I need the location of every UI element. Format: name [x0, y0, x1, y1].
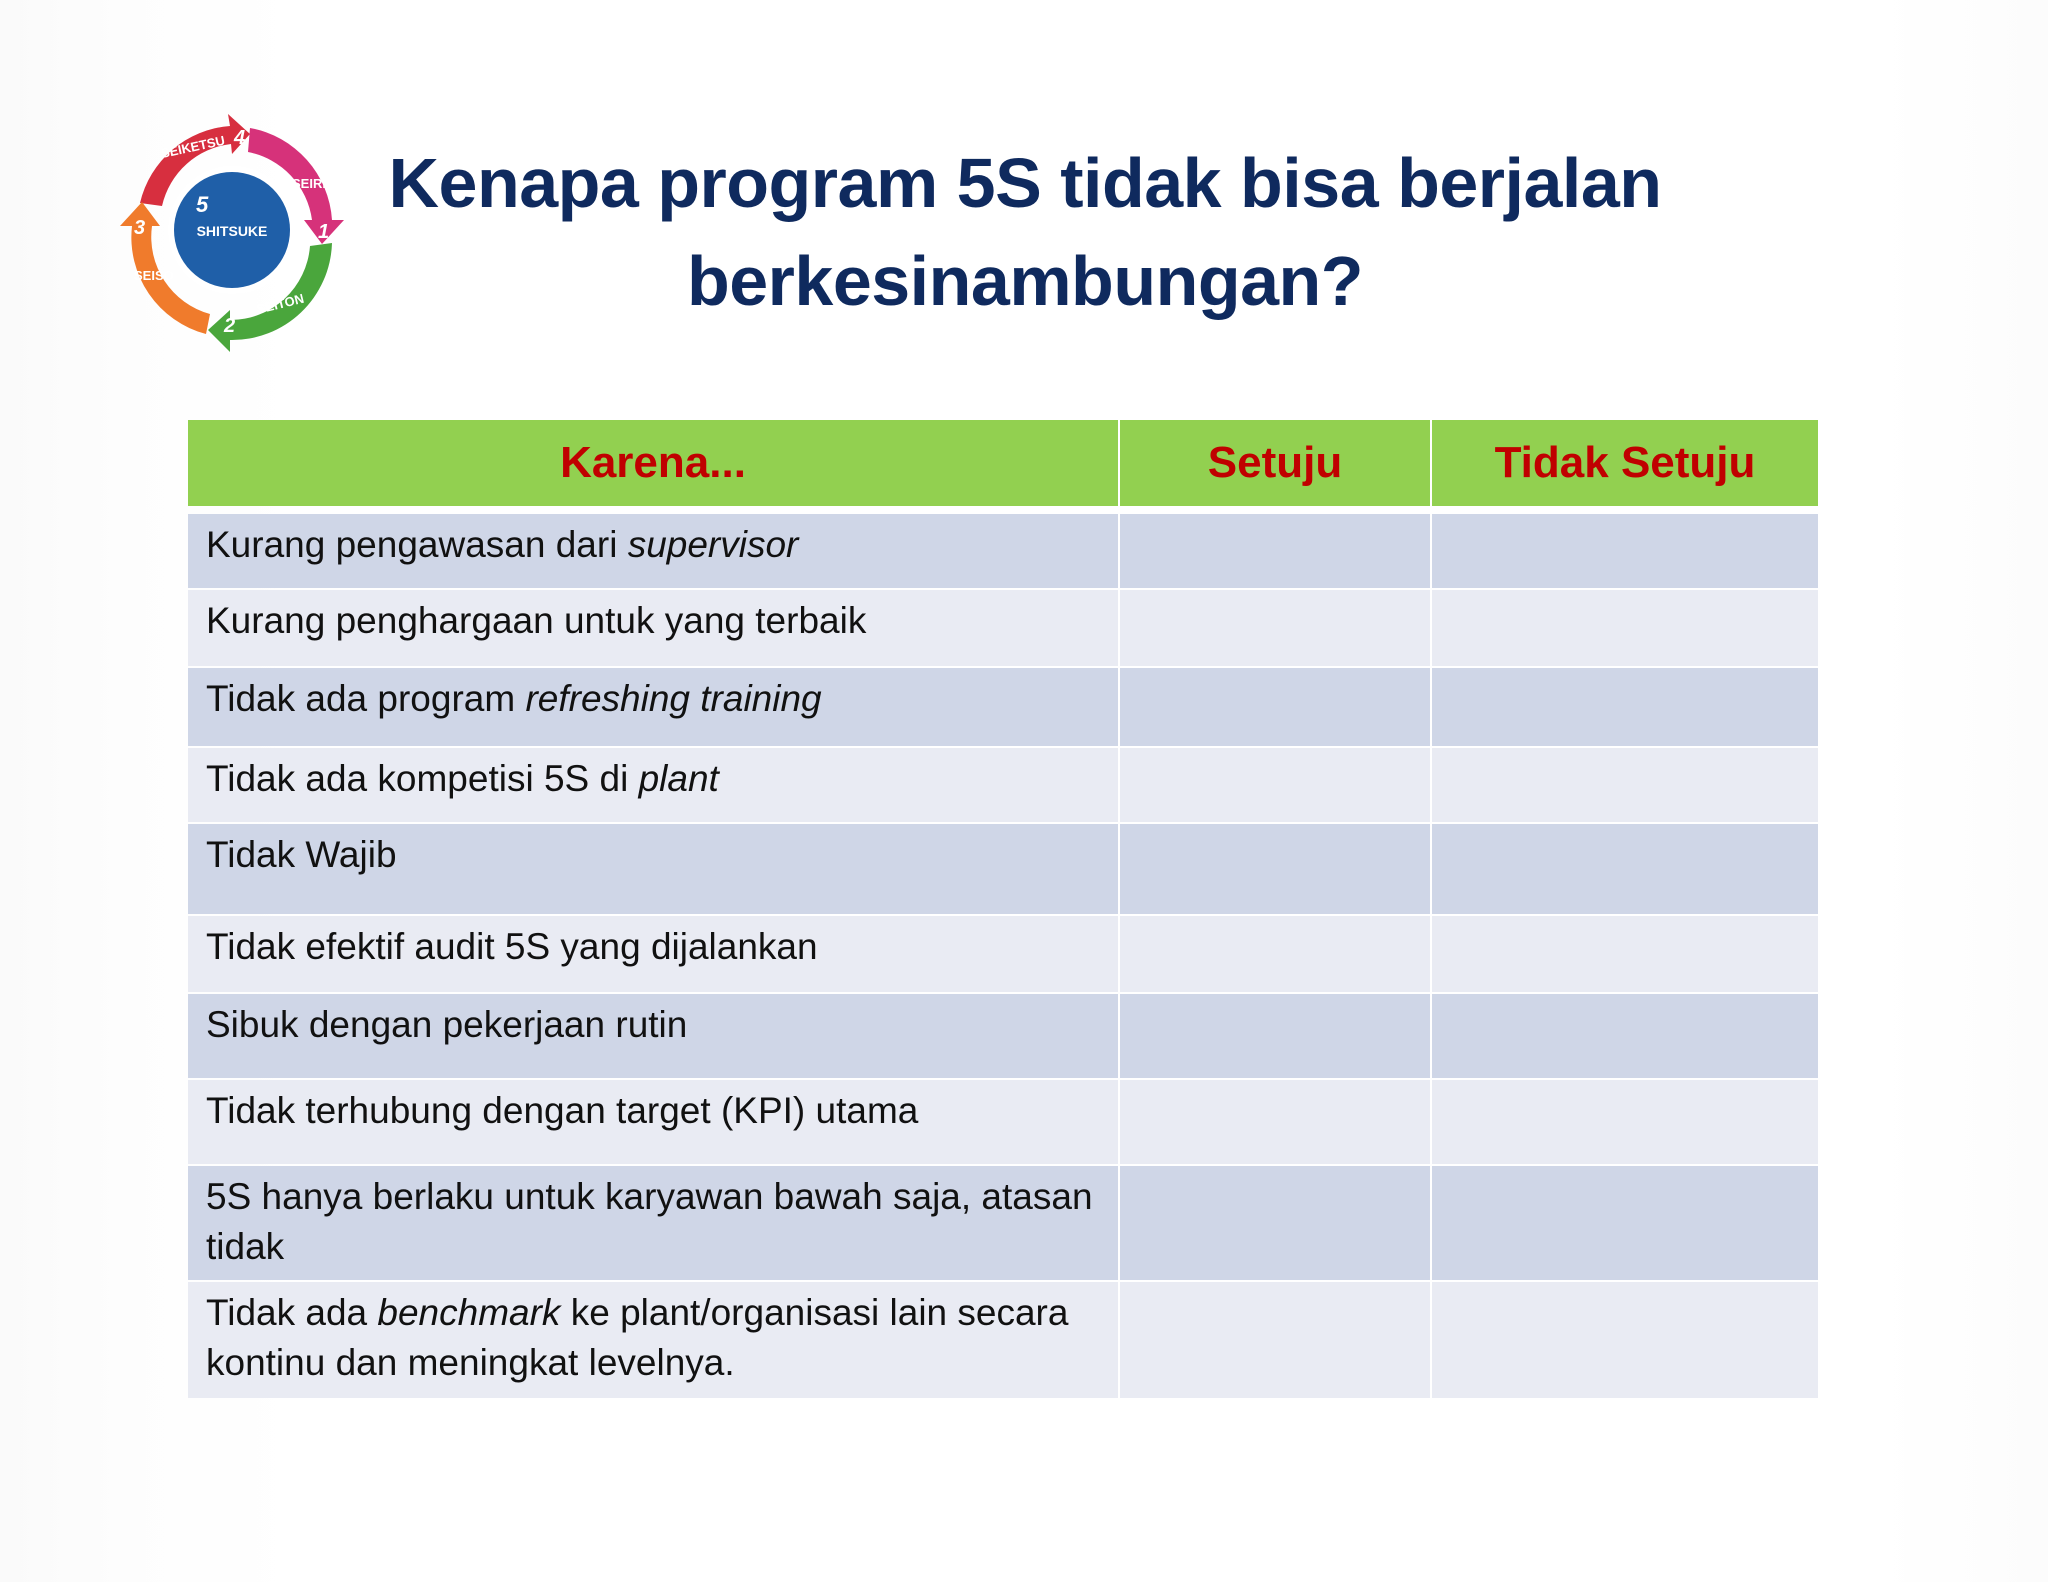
- reason-cell: Tidak terhubung dengan target (KPI) utama: [188, 1080, 1118, 1164]
- agree-cell[interactable]: [1120, 1166, 1430, 1280]
- reason-cell: 5S hanya berlaku untuk karyawan bawah saja, atasan tidak: [188, 1166, 1118, 1280]
- agree-cell[interactable]: [1120, 748, 1430, 822]
- reason-cell: Kurang penghargaan untuk yang terbaik: [188, 590, 1118, 666]
- table-row: [188, 1080, 1818, 1164]
- reason-cell: Tidak ada kompetisi 5S di plant: [188, 748, 1118, 822]
- agree-cell[interactable]: [1120, 1080, 1430, 1164]
- agree-cell[interactable]: [1120, 916, 1430, 992]
- logo-center-label: SHITSUKE: [196, 223, 268, 239]
- agree-cell[interactable]: [1120, 514, 1430, 588]
- logo-label-seiton: SEITON: [255, 290, 306, 317]
- table-row: [188, 668, 1818, 746]
- logo-label-seiso: SEISO: [134, 268, 174, 283]
- disagree-cell[interactable]: [1432, 668, 1818, 746]
- disagree-cell[interactable]: [1432, 590, 1818, 666]
- title-line-1: Kenapa program 5S tidak bisa berjalan: [388, 144, 1662, 222]
- disagree-cell[interactable]: [1432, 824, 1818, 914]
- disagree-cell[interactable]: [1432, 1282, 1818, 1398]
- logo-number-4: 4: [234, 127, 246, 149]
- logo-number-5: 5: [196, 192, 209, 217]
- reason-cell: Tidak Wajib: [188, 824, 1118, 914]
- agree-cell[interactable]: [1120, 668, 1430, 746]
- title-line-2: berkesinambungan?: [686, 242, 1364, 320]
- table-row: [188, 514, 1818, 588]
- header-reason: Karena...: [188, 420, 1118, 506]
- agree-cell[interactable]: [1120, 824, 1430, 914]
- header-agree: Setuju: [1120, 420, 1430, 506]
- table-row: [188, 994, 1818, 1078]
- agree-cell[interactable]: [1120, 994, 1430, 1078]
- logo-number-1: 1: [318, 221, 330, 243]
- logo-label-seiri: SEIRI: [292, 176, 326, 191]
- logo-label-seiketsu: SEIKETSU: [159, 132, 227, 161]
- table-header-row: [188, 420, 1818, 506]
- reason-cell: Tidak ada program refreshing training: [188, 668, 1118, 746]
- disagree-cell[interactable]: [1432, 1166, 1818, 1280]
- table-row: [188, 1282, 1818, 1398]
- disagree-cell[interactable]: [1432, 994, 1818, 1078]
- reason-cell: Sibuk dengan pekerjaan rutin: [188, 994, 1118, 1078]
- logo-number-3: 3: [134, 217, 146, 239]
- disagree-cell[interactable]: [1432, 916, 1818, 992]
- logo-number-2: 2: [224, 315, 236, 337]
- disagree-cell[interactable]: [1432, 514, 1818, 588]
- 5s-cycle-logo: [110, 108, 360, 358]
- agree-cell[interactable]: [1120, 590, 1430, 666]
- reasons-table: [186, 418, 1820, 1400]
- page-title: [340, 134, 1710, 330]
- header-disagree: Tidak Setuju: [1432, 420, 1818, 506]
- table-row: [188, 1166, 1818, 1280]
- reason-cell: Tidak efektif audit 5S yang dijalankan: [188, 916, 1118, 992]
- reason-cell: Kurang pengawasan dari supervisor: [188, 514, 1118, 588]
- table-row: [188, 916, 1818, 992]
- table-row: [188, 824, 1818, 914]
- disagree-cell[interactable]: [1432, 1080, 1818, 1164]
- table-row: [188, 748, 1818, 822]
- reason-cell: Tidak ada benchmark ke plant/organisasi lain secara kontinu dan meningkat levelnya.: [188, 1282, 1118, 1398]
- agree-cell[interactable]: [1120, 1282, 1430, 1398]
- table-row: [188, 590, 1818, 666]
- disagree-cell[interactable]: [1432, 748, 1818, 822]
